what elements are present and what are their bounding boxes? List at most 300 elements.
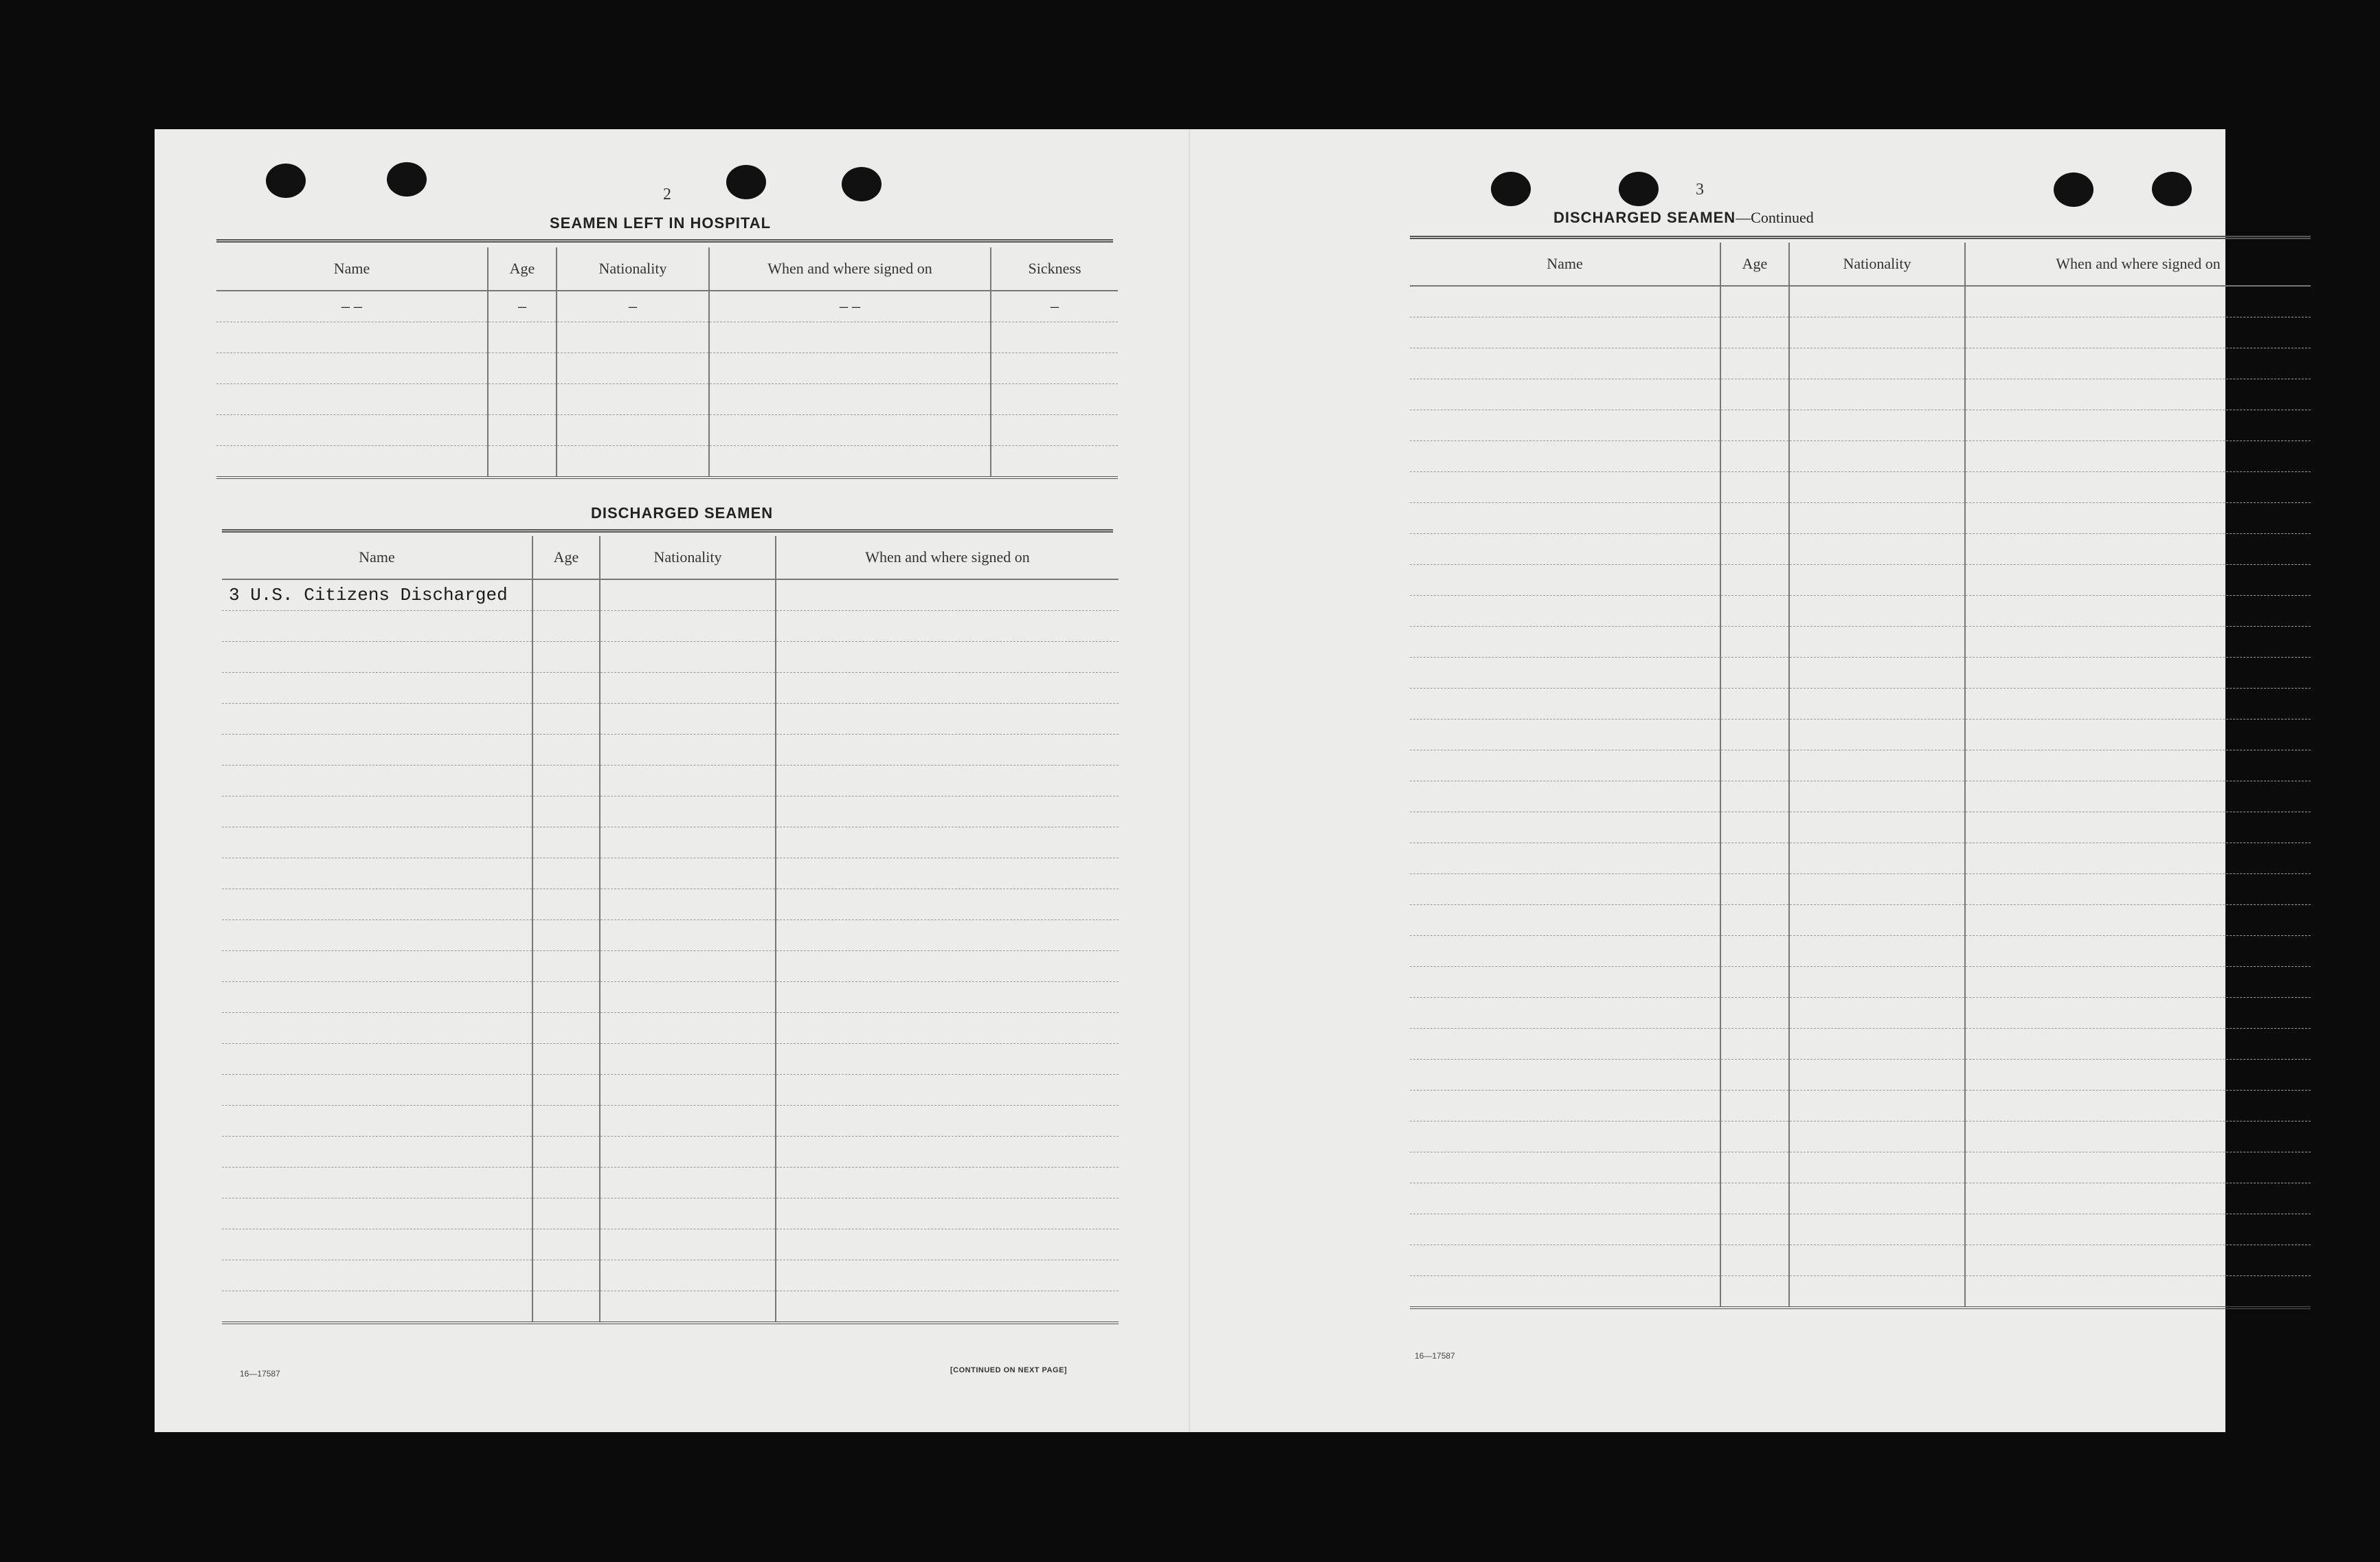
empty-cell <box>1965 689 2311 719</box>
empty-cell <box>1410 1183 1720 1214</box>
table-row <box>222 1198 1119 1229</box>
empty-cell <box>1410 286 1720 317</box>
empty-cell <box>216 384 488 415</box>
empty-cell <box>991 322 1118 353</box>
empty-cell <box>709 415 991 446</box>
empty-cell <box>776 796 1119 827</box>
empty-cell <box>222 1044 532 1075</box>
empty-cell <box>1720 565 1789 596</box>
empty-cell <box>709 322 991 353</box>
empty-cell <box>1410 627 1720 658</box>
empty-cell <box>709 384 991 415</box>
left-page <box>155 129 1190 1432</box>
table-row <box>1410 689 2311 719</box>
empty-cell <box>600 920 776 951</box>
rule-line <box>216 239 1113 243</box>
empty-cell <box>776 1260 1119 1291</box>
header-nationality: Nationality <box>557 247 709 291</box>
empty-cell <box>1410 750 1720 781</box>
empty-cell <box>1410 936 1720 967</box>
empty-cell <box>1720 534 1789 565</box>
empty-cell <box>1410 1152 1720 1183</box>
empty-cell <box>1965 967 2311 998</box>
empty-cell <box>222 1137 532 1168</box>
empty-cell <box>600 611 776 642</box>
empty-cell <box>1720 905 1789 936</box>
empty-cell <box>991 384 1118 415</box>
empty-cell <box>1965 441 2311 472</box>
empty-cell <box>532 1044 600 1075</box>
empty-cell <box>1789 1183 1965 1214</box>
punch-hole <box>2152 172 2192 206</box>
empty-cell <box>1789 627 1965 658</box>
table-row <box>1410 1183 2311 1214</box>
empty-cell <box>600 1260 776 1291</box>
empty-cell <box>1410 1245 1720 1276</box>
table-row <box>1410 967 2311 998</box>
empty-cell <box>222 1229 532 1260</box>
empty-cell <box>600 579 776 611</box>
table-row <box>1410 503 2311 534</box>
empty-cell <box>1410 534 1720 565</box>
empty-cell <box>1720 379 1789 410</box>
empty-cell <box>776 1291 1119 1324</box>
header-name: Name <box>1410 243 1720 286</box>
table-row <box>1410 1214 2311 1245</box>
empty-cell <box>222 1260 532 1291</box>
empty-cell <box>1410 719 1720 750</box>
empty-cell <box>1789 843 1965 874</box>
empty-cell <box>488 446 557 478</box>
table-row <box>222 1044 1119 1075</box>
empty-cell <box>776 889 1119 920</box>
empty-cell <box>1410 998 1720 1029</box>
empty-cell <box>1965 719 2311 750</box>
right-page <box>1190 129 2225 1432</box>
empty-cell <box>532 1260 600 1291</box>
empty-cell <box>600 1229 776 1260</box>
table-row <box>1410 750 2311 781</box>
empty-cell <box>532 611 600 642</box>
cell-dash: – – <box>216 291 488 322</box>
empty-cell <box>1410 565 1720 596</box>
empty-cell <box>600 1044 776 1075</box>
empty-cell <box>532 858 600 889</box>
empty-cell <box>532 642 600 673</box>
empty-cell <box>1410 503 1720 534</box>
empty-cell <box>1789 472 1965 503</box>
empty-cell <box>1410 905 1720 936</box>
empty-cell <box>1789 874 1965 905</box>
empty-cell <box>1720 967 1789 998</box>
empty-cell <box>532 704 600 735</box>
empty-cell <box>1965 1091 2311 1122</box>
table-row <box>1410 843 2311 874</box>
empty-cell <box>776 766 1119 796</box>
empty-cell <box>1720 503 1789 534</box>
continued-header-row <box>1410 243 2311 286</box>
punch-hole <box>1491 172 1531 206</box>
empty-cell <box>216 415 488 446</box>
empty-cell <box>1965 1183 2311 1214</box>
table-row <box>222 1229 1119 1260</box>
header-name: Name <box>222 536 532 579</box>
empty-cell <box>1789 317 1965 348</box>
empty-cell <box>1410 967 1720 998</box>
table-row <box>1410 1029 2311 1060</box>
empty-cell <box>1789 1214 1965 1245</box>
table-row <box>222 1291 1119 1324</box>
table-row <box>222 827 1119 858</box>
header-signed-on: When and where signed on <box>1965 243 2311 286</box>
empty-cell <box>222 704 532 735</box>
empty-cell <box>532 1137 600 1168</box>
empty-cell <box>1720 410 1789 441</box>
punch-hole <box>387 162 427 197</box>
empty-cell <box>1965 1276 2311 1308</box>
empty-cell <box>1965 750 2311 781</box>
empty-cell <box>776 1229 1119 1260</box>
page-number: 3 <box>1696 181 1704 199</box>
empty-cell <box>600 1075 776 1106</box>
table-row <box>1410 874 2311 905</box>
empty-cell <box>600 1106 776 1137</box>
table-row <box>1410 1122 2311 1152</box>
punch-hole <box>726 165 766 199</box>
empty-cell <box>1789 1152 1965 1183</box>
empty-cell <box>557 322 709 353</box>
empty-cell <box>776 920 1119 951</box>
empty-cell <box>1789 596 1965 627</box>
empty-cell <box>600 735 776 766</box>
empty-cell <box>1720 719 1789 750</box>
empty-cell <box>1789 503 1965 534</box>
empty-cell <box>1720 472 1789 503</box>
empty-cell <box>1789 410 1965 441</box>
empty-cell <box>222 1198 532 1229</box>
empty-cell <box>709 446 991 478</box>
hospital-table <box>216 247 1118 479</box>
empty-cell <box>532 827 600 858</box>
table-row <box>216 291 1118 322</box>
empty-cell <box>1720 596 1789 627</box>
empty-cell <box>488 384 557 415</box>
empty-cell <box>1410 317 1720 348</box>
empty-cell <box>1965 472 2311 503</box>
empty-cell <box>222 951 532 982</box>
table-row <box>216 415 1118 446</box>
empty-cell <box>1965 843 2311 874</box>
empty-cell <box>1410 441 1720 472</box>
empty-cell <box>991 446 1118 478</box>
empty-cell <box>1410 472 1720 503</box>
table-row <box>222 889 1119 920</box>
empty-cell <box>1410 781 1720 812</box>
discharged-section-title: DISCHARGED SEAMEN <box>591 504 774 522</box>
empty-cell <box>1965 1214 2311 1245</box>
empty-cell <box>1410 1214 1720 1245</box>
empty-cell <box>1720 286 1789 317</box>
empty-cell <box>1410 843 1720 874</box>
empty-cell <box>1410 1029 1720 1060</box>
empty-cell <box>1965 596 2311 627</box>
empty-cell <box>1410 596 1720 627</box>
empty-cell <box>532 951 600 982</box>
table-row <box>216 322 1118 353</box>
empty-cell <box>600 796 776 827</box>
empty-cell <box>222 858 532 889</box>
empty-cell <box>222 1106 532 1137</box>
empty-cell <box>1720 348 1789 379</box>
cell-dash: – <box>991 291 1118 322</box>
empty-cell <box>600 1013 776 1044</box>
table-row <box>1410 1152 2311 1183</box>
empty-cell <box>1965 781 2311 812</box>
empty-cell <box>1720 1029 1789 1060</box>
empty-cell <box>776 1168 1119 1198</box>
header-sickness: Sickness <box>991 247 1118 291</box>
section-title-text: DISCHARGED SEAMEN <box>1553 209 1736 226</box>
header-name: Name <box>216 247 488 291</box>
empty-cell <box>222 1168 532 1198</box>
empty-cell <box>216 322 488 353</box>
empty-cell <box>1720 1183 1789 1214</box>
empty-cell <box>600 858 776 889</box>
empty-cell <box>532 766 600 796</box>
empty-cell <box>1720 658 1789 689</box>
empty-cell <box>776 1044 1119 1075</box>
empty-cell <box>1789 781 1965 812</box>
table-row <box>1410 781 2311 812</box>
table-row <box>222 951 1119 982</box>
table-row <box>222 766 1119 796</box>
empty-cell <box>600 889 776 920</box>
table-row <box>222 1106 1119 1137</box>
empty-cell <box>776 611 1119 642</box>
empty-cell <box>532 1291 600 1324</box>
empty-cell <box>1410 874 1720 905</box>
table-row <box>1410 936 2311 967</box>
empty-cell <box>600 1168 776 1198</box>
empty-cell <box>532 1106 600 1137</box>
table-row <box>222 1137 1119 1168</box>
empty-cell <box>1965 534 2311 565</box>
discharged-table <box>222 536 1119 1324</box>
empty-cell <box>1965 1029 2311 1060</box>
empty-cell <box>1410 1060 1720 1091</box>
empty-cell <box>222 766 532 796</box>
table-row <box>222 920 1119 951</box>
empty-cell <box>1789 379 1965 410</box>
empty-cell <box>1965 1245 2311 1276</box>
empty-cell <box>1789 286 1965 317</box>
empty-cell <box>1720 1245 1789 1276</box>
empty-cell <box>709 353 991 384</box>
page-number: 2 <box>663 186 671 203</box>
empty-cell <box>1965 998 2311 1029</box>
empty-cell <box>1789 905 1965 936</box>
empty-cell <box>1410 689 1720 719</box>
empty-cell <box>1965 348 2311 379</box>
empty-cell <box>776 735 1119 766</box>
empty-cell <box>532 920 600 951</box>
table-row <box>1410 812 2311 843</box>
empty-cell <box>1410 379 1720 410</box>
empty-cell <box>532 982 600 1013</box>
typed-entry: 3 U.S. Citizens Discharged <box>222 579 532 611</box>
table-row <box>1410 379 2311 410</box>
empty-cell <box>1789 1245 1965 1276</box>
table-row <box>222 642 1119 673</box>
rule-line <box>222 529 1113 533</box>
empty-cell <box>1720 1060 1789 1091</box>
table-row <box>216 384 1118 415</box>
header-age: Age <box>1720 243 1789 286</box>
empty-cell <box>1965 1122 2311 1152</box>
empty-cell <box>532 1229 600 1260</box>
empty-cell <box>1720 1091 1789 1122</box>
table-row <box>1410 905 2311 936</box>
empty-cell <box>532 1168 600 1198</box>
empty-cell <box>1789 348 1965 379</box>
empty-cell <box>532 1198 600 1229</box>
empty-cell <box>532 673 600 704</box>
empty-cell <box>1720 627 1789 658</box>
empty-cell <box>991 415 1118 446</box>
empty-cell <box>488 353 557 384</box>
punch-hole <box>1619 172 1659 206</box>
discharged-continued-table <box>1410 243 2311 1309</box>
empty-cell <box>1789 658 1965 689</box>
empty-cell <box>1789 534 1965 565</box>
empty-cell <box>1789 1091 1965 1122</box>
empty-cell <box>600 1198 776 1229</box>
empty-cell <box>1720 1276 1789 1308</box>
empty-cell <box>222 889 532 920</box>
empty-cell <box>776 858 1119 889</box>
table-row <box>1410 317 2311 348</box>
empty-cell <box>1965 627 2311 658</box>
empty-cell <box>1720 317 1789 348</box>
table-row <box>222 1075 1119 1106</box>
empty-cell <box>1789 719 1965 750</box>
empty-cell <box>1720 843 1789 874</box>
empty-cell <box>222 1075 532 1106</box>
punch-hole <box>2054 172 2093 207</box>
empty-cell <box>1720 441 1789 472</box>
table-row <box>222 611 1119 642</box>
empty-cell <box>1720 1122 1789 1152</box>
empty-cell <box>532 889 600 920</box>
table-row <box>222 982 1119 1013</box>
table-row <box>222 673 1119 704</box>
rule-line <box>1410 236 2311 239</box>
empty-cell <box>600 1137 776 1168</box>
empty-cell <box>216 446 488 478</box>
empty-cell <box>557 384 709 415</box>
empty-cell <box>776 982 1119 1013</box>
empty-cell <box>991 353 1118 384</box>
empty-cell <box>1410 1091 1720 1122</box>
table-row <box>216 353 1118 384</box>
empty-cell <box>776 1198 1119 1229</box>
punch-hole <box>842 167 882 201</box>
empty-cell <box>532 735 600 766</box>
table-row <box>222 1260 1119 1291</box>
empty-cell <box>222 642 532 673</box>
empty-cell <box>1720 998 1789 1029</box>
empty-cell <box>1965 936 2311 967</box>
table-row <box>1410 534 2311 565</box>
continued-note: [CONTINUED ON NEXT PAGE] <box>950 1366 1068 1374</box>
empty-cell <box>1789 812 1965 843</box>
empty-cell <box>532 579 600 611</box>
empty-cell <box>222 796 532 827</box>
empty-cell <box>1789 1122 1965 1152</box>
scanned-document <box>155 129 2225 1432</box>
table-row <box>222 735 1119 766</box>
empty-cell <box>1789 1060 1965 1091</box>
empty-cell <box>776 673 1119 704</box>
empty-cell <box>222 920 532 951</box>
table-row <box>222 1168 1119 1198</box>
empty-cell <box>1720 874 1789 905</box>
empty-cell <box>1965 379 2311 410</box>
table-row <box>1410 1091 2311 1122</box>
empty-cell <box>1789 1029 1965 1060</box>
empty-cell <box>1789 689 1965 719</box>
empty-cell <box>776 704 1119 735</box>
empty-cell <box>222 1013 532 1044</box>
table-row <box>1410 998 2311 1029</box>
table-row <box>1410 565 2311 596</box>
table-row <box>1410 286 2311 317</box>
empty-cell <box>222 827 532 858</box>
empty-cell <box>532 796 600 827</box>
empty-cell <box>557 353 709 384</box>
empty-cell <box>1965 812 2311 843</box>
empty-cell <box>1965 1060 2311 1091</box>
header-nationality: Nationality <box>1789 243 1965 286</box>
empty-cell <box>600 982 776 1013</box>
empty-cell <box>557 415 709 446</box>
empty-cell <box>557 446 709 478</box>
empty-cell <box>1965 874 2311 905</box>
empty-cell <box>776 1137 1119 1168</box>
empty-cell <box>776 642 1119 673</box>
empty-cell <box>1789 1276 1965 1308</box>
continued-suffix: —Continued <box>1736 209 1814 226</box>
table-row <box>1410 1245 2311 1276</box>
table-row <box>222 1013 1119 1044</box>
empty-cell <box>1965 286 2311 317</box>
empty-cell <box>1410 658 1720 689</box>
empty-cell <box>1410 1276 1720 1308</box>
empty-cell <box>222 735 532 766</box>
table-row <box>1410 627 2311 658</box>
table-row <box>1410 348 2311 379</box>
table-row <box>1410 719 2311 750</box>
empty-cell <box>600 642 776 673</box>
empty-cell <box>1965 410 2311 441</box>
empty-cell <box>776 1013 1119 1044</box>
empty-cell <box>222 611 532 642</box>
empty-cell <box>488 415 557 446</box>
empty-cell <box>532 1013 600 1044</box>
table-row <box>1410 596 2311 627</box>
empty-cell <box>222 673 532 704</box>
empty-cell <box>1965 658 2311 689</box>
